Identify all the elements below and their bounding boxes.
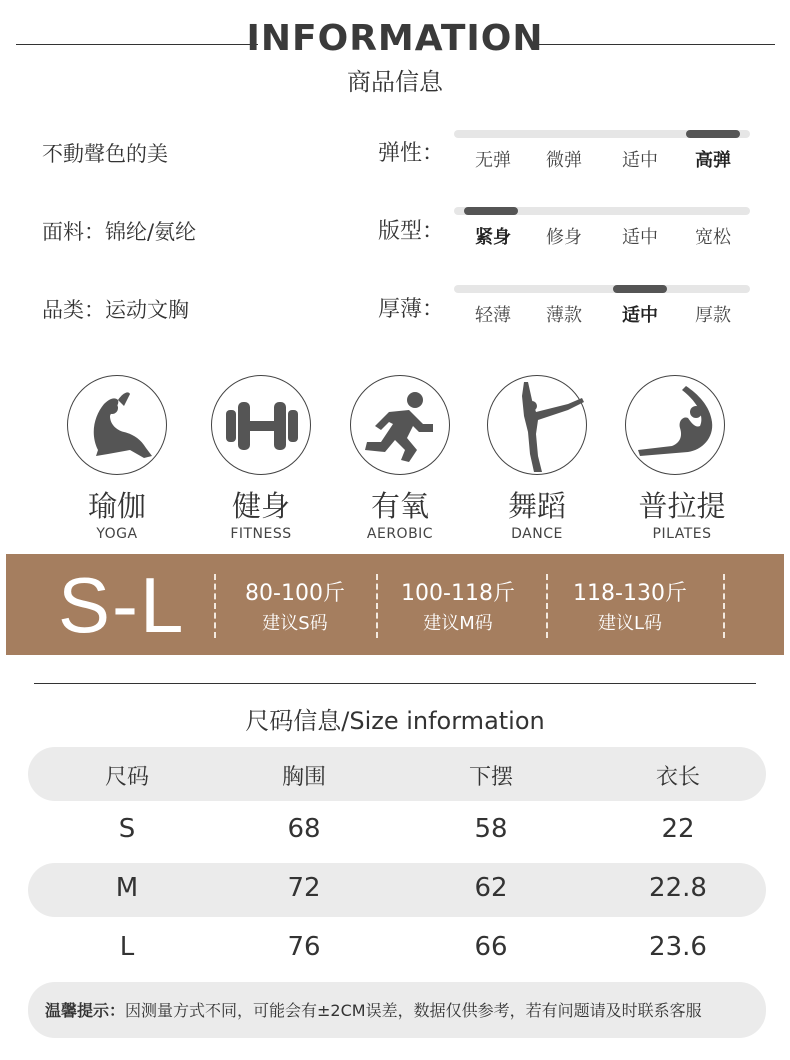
activity-label-cn: 有氧 <box>370 489 429 523</box>
dumbbell-icon <box>211 375 311 475</box>
size-suggestion: 建议M码 <box>423 613 493 634</box>
activity-label-cn: 舞蹈 <box>507 489 566 523</box>
banner-divider <box>376 574 378 638</box>
table-cell: 72 <box>287 873 321 903</box>
banner-divider <box>214 574 216 638</box>
page-title: INFORMATION <box>246 18 544 59</box>
fit-marker <box>464 207 518 215</box>
weight-range: 100-118斤 <box>401 581 515 606</box>
activity-label-cn: 普拉提 <box>638 489 726 523</box>
table-header-cell: 衣长 <box>655 765 700 790</box>
table-cell: 22.8 <box>649 873 707 903</box>
table-cell: S <box>118 814 136 844</box>
yoga-icon <box>67 375 167 475</box>
size-suggestion: 建议L码 <box>597 613 663 634</box>
banner-divider <box>723 574 725 638</box>
fit-option: 修身 <box>546 227 582 248</box>
elasticity-option: 无弹 <box>475 150 511 171</box>
slogan: 不動聲色的美 <box>42 142 168 166</box>
fit-option-selected: 紧身 <box>475 227 511 248</box>
table-header-cell: 胸围 <box>281 765 326 790</box>
size-table-title: 尺码信息/Size information <box>245 707 545 735</box>
measurement-note <box>45 998 702 1021</box>
activity-label-en: DANCE <box>511 526 563 542</box>
elasticity-marker <box>686 130 740 138</box>
note-label: 温馨提示： <box>45 1001 126 1020</box>
size-suggestion: 建议S码 <box>262 613 328 634</box>
activity-label-en: YOGA <box>96 526 138 542</box>
thickness-marker <box>613 285 667 293</box>
thickness-label: 厚薄： <box>378 297 445 322</box>
table-cell: 66 <box>474 932 508 962</box>
size-range: S-L <box>58 561 186 649</box>
activity-label-en: FITNESS <box>230 526 292 542</box>
thickness-option: 薄款 <box>546 305 582 326</box>
elasticity-option: 适中 <box>622 150 658 171</box>
fit-option: 宽松 <box>695 227 731 248</box>
dancer-icon <box>487 375 587 475</box>
thickness-option-selected: 适中 <box>622 305 658 326</box>
category-info: 品类：运动文胸 <box>42 298 189 322</box>
runner-icon <box>350 375 450 475</box>
table-cell: 22 <box>661 814 695 844</box>
table-cell: 23.6 <box>649 932 707 962</box>
fit-label: 版型： <box>378 219 445 244</box>
elasticity-track <box>454 130 750 138</box>
note-text: 因测量方式不同，可能会有±2CM误差，数据仅供参考，若有问题请及时联系客服 <box>125 1001 702 1020</box>
activity-label-en: PILATES <box>652 526 712 542</box>
table-cell: 58 <box>474 814 508 844</box>
activity-label-cn: 健身 <box>231 489 290 523</box>
thickness-option: 厚款 <box>695 305 731 326</box>
weight-range: 118-130斤 <box>573 581 687 606</box>
activity-label-en: AEROBIC <box>366 526 434 542</box>
table-cell: 62 <box>474 873 508 903</box>
table-top-line <box>34 683 756 684</box>
fit-track <box>454 207 750 215</box>
thickness-option: 轻薄 <box>475 305 511 326</box>
elasticity-label: 弹性： <box>378 141 445 166</box>
table-cell: M <box>115 873 139 903</box>
table-header-cell: 尺码 <box>104 765 149 790</box>
page-subtitle: 商品信息 <box>347 68 443 96</box>
fit-option: 适中 <box>622 227 658 248</box>
activity-label-cn: 瑜伽 <box>87 489 146 523</box>
table-header-cell: 下摆 <box>468 765 513 790</box>
fabric-info: 面料：锦纶/氨纶 <box>42 220 197 244</box>
elasticity-option: 微弹 <box>546 150 582 171</box>
elasticity-option-selected: 高弹 <box>695 150 731 171</box>
banner-divider <box>546 574 548 638</box>
pilates-icon <box>625 375 725 475</box>
table-cell: 68 <box>287 814 321 844</box>
table-cell: L <box>119 932 135 962</box>
thickness-track <box>454 285 750 293</box>
weight-range: 80-100斤 <box>245 581 345 606</box>
table-cell: 76 <box>287 932 321 962</box>
